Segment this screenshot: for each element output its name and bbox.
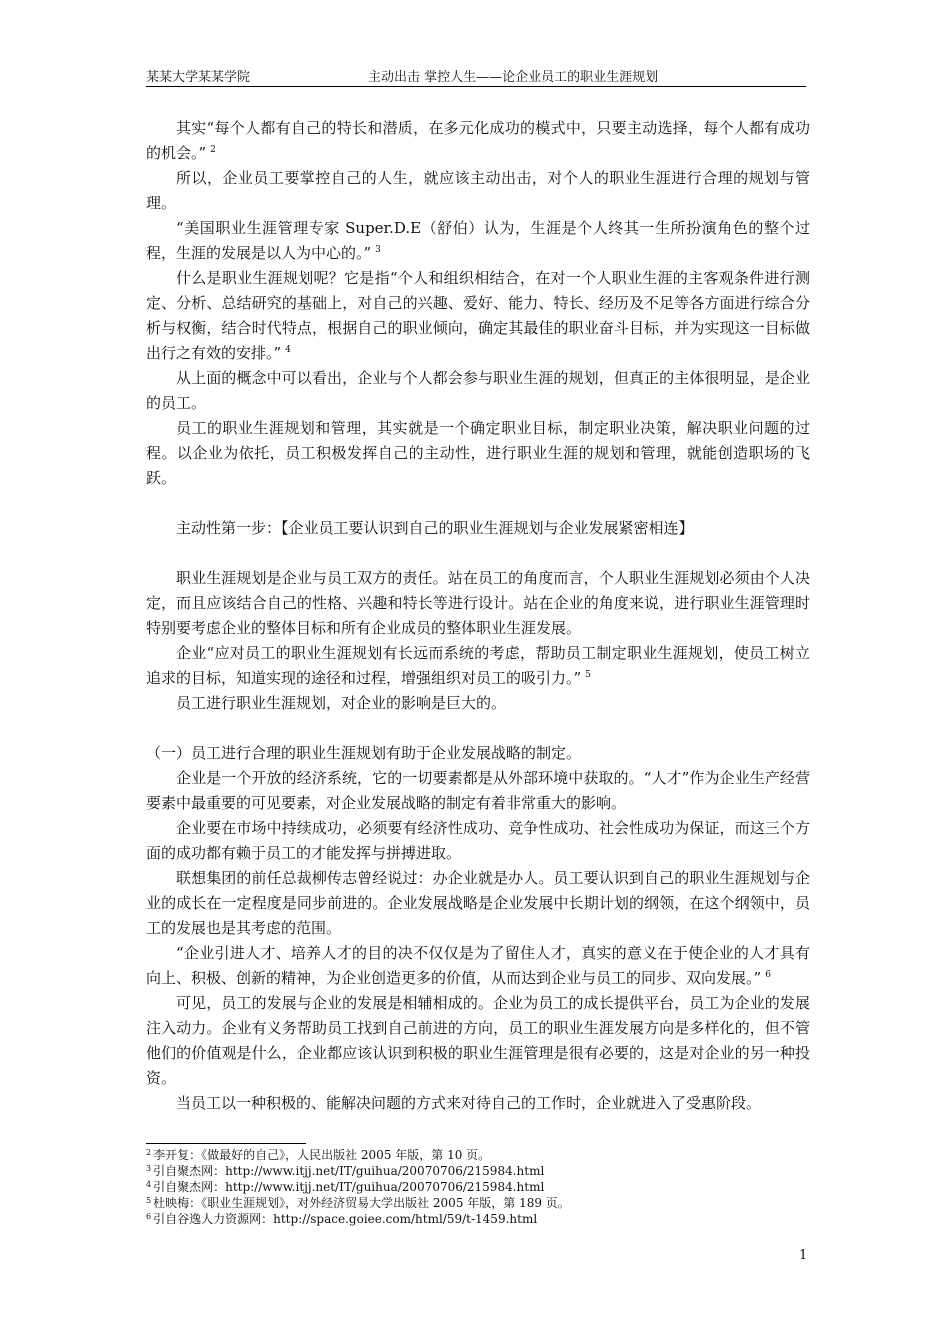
footnote: $^6$ 引自谷逸人力资源网：http://space.goiee.com/html/59/t-1459.html <box>146 1212 538 1226</box>
paragraph: 所以，企业员工要掌控自己的人生，就应该主动出击，对个人的职业生涯进行合理的规划与管理。 <box>146 169 810 212</box>
footnote: $^2$ 李开复：《做最好的自己》，人民出版社 2005 年版，第 10 页。 <box>146 1148 491 1162</box>
footnote-ref: 6 <box>765 970 771 980</box>
footnotes <box>146 1147 806 1227</box>
section-heading: 主动性第一步：【企业员工要认识到自己的职业生涯规划与企业发展紧密相连】 <box>176 519 694 537</box>
paragraph: 什么是职业生涯规划呢？它是指“个人和组织相结合，在对一个人职业生涯的主客观条件进行测定、分析、总结研究的基础上，对自己的兴趣、爱好、能力、特长、经历及不足等各方面进行综合分析与权衡，结合时代特点，根据自己的职业倾向，确定其最佳的职业奋斗目标，并为实现这一目标做出行之有效的安排。” $^4$ <box>146 269 810 362</box>
footnote: $^3$ 引自聚杰网：http://www.itjj.net/IT/guihua/20070706/215984.html <box>146 1164 545 1178</box>
paragraph: 可见，员工的发展与企业的发展是相辅相成的。企业为员工的成长提供平台，员工为企业的发展注入动力。企业有义务帮助员工找到自己前进的方向，员工的职业生涯发展方向是多样化的，但不管他们的价值观是什么，企业都应该认识到积极的职业生涯管理是很有必要的，这是对企业的另一种投资。 <box>146 994 810 1087</box>
footnote: $^5$ 杜映梅：《职业生涯规划》，对外经济贸易大学出版社 2005 年版，第 189 页。 <box>146 1196 570 1210</box>
subsection-heading: （一）员工进行合理的职业生涯规划有助于企业发展战略的制定。 <box>146 744 582 762</box>
document-body <box>146 116 810 1116</box>
paragraph: 企业是一个开放的经济系统，它的一切要素都是从外部环境中获取的。“人才”作为企业生产经营要素中最重要的可见要素，对企业发展战略的制定有着非常重大的影响。 <box>146 769 810 812</box>
paragraph: 从上面的概念中可以看出，企业与个人都会参与职业生涯的规划，但真正的主体很明显，是企业的员工。 <box>146 369 810 412</box>
header-school: 某某大学某某学院 <box>146 70 251 85</box>
footnote-ref: 4 <box>285 345 291 355</box>
paragraph: “企业引进人才、培养人才的目的决不仅仅是为了留住人才，真实的意义在于使企业的人才具有向上、积极、创新的精神，为企业创造更多的价值，从而达到企业与员工的同步、双向发展。” $^6$ <box>146 944 810 987</box>
page-number: 1 <box>799 1248 808 1263</box>
footnote-separator <box>146 1143 306 1144</box>
paragraph: 职业生涯规划是企业与员工双方的责任。站在员工的角度而言，个人职业生涯规划必须由个人决定，而且应该结合自己的性格、兴趣和特长等进行设计。站在企业的角度来说，进行职业生涯管理时特别要考虑企业的整体目标和所有企业成员的整体职业生涯发展。 <box>146 569 810 637</box>
paragraph: 联想集团的前任总裁柳传志曾经说过：办企业就是办人。员工要认识到自己的职业生涯规划与企业的成长在一定程度是同步前进的。企业发展战略是企业发展中长期计划的纲领，在这个纲领中，员工的发展也是其考虑的范围。 <box>146 869 810 937</box>
paragraph: “美国职业生涯管理专家 Super.D.E（舒伯）认为，生涯是个人终其一生所扮演角色的整个过程，生涯的发展是以人为中心的。” $^3$ <box>146 219 810 262</box>
footnote-ref: 2 <box>210 145 216 155</box>
header-title: 主动出击 掌控人生——论企业员工的职业生涯规划 <box>368 70 659 85</box>
paragraph: 其实“每个人都有自己的特长和潜质，在多元化成功的模式中，只要主动选择，每个人都有成功的机会。” $^2$ <box>146 119 810 162</box>
paragraph: 员工进行职业生涯规划，对企业的影响是巨大的。 <box>176 694 507 712</box>
page-header <box>146 66 806 87</box>
paragraph: 当员工以一种积极的、能解决问题的方式来对待自己的工作时，企业就进入了受惠阶段。 <box>176 1094 762 1112</box>
paragraph: 企业要在市场中持续成功，必须要有经济性成功、竞争性成功、社会性成功为保证，而这三个方面的成功都有赖于员工的才能发挥与拼搏进取。 <box>146 819 810 862</box>
footnote-ref: 5 <box>585 670 591 680</box>
paragraph: 企业“应对员工的职业生涯规划有长远而系统的考虑，帮助员工制定职业生涯规划，使员工树立追求的目标，知道实现的途径和过程，增强组织对员工的吸引力。” $^5$ <box>146 644 810 687</box>
paragraph: 员工的职业生涯规划和管理，其实就是一个确定职业目标，制定职业决策，解决职业问题的过程。以企业为依托，员工积极发挥自己的主动性，进行职业生涯的规划和管理，就能创造职场的飞跃。 <box>146 419 810 487</box>
footnote: $^4$ 引自聚杰网：http://www.itjj.net/IT/guihua/20070706/215984.html <box>146 1180 545 1194</box>
footnote-ref: 3 <box>375 245 381 255</box>
